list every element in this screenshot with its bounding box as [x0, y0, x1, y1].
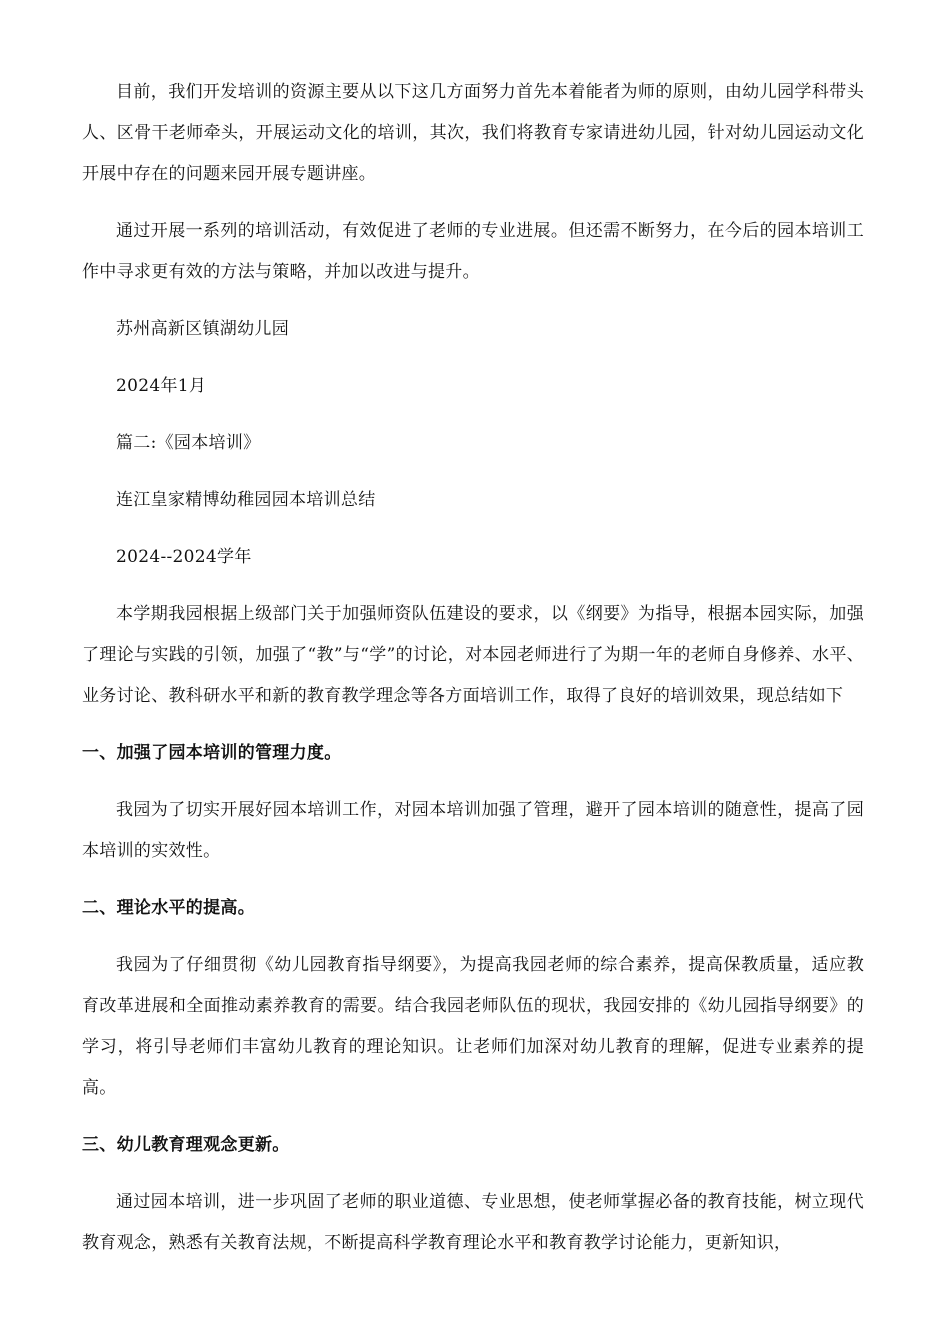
paragraph-intro-summary: 本学期我园根据上级部门关于加强师资队伍建设的要求，以《纲要》为指导，根据本园实际，加强了理论与实践的引领，加强了“教”与“学”的讨论，对本园老师进行了为期一年的老师自身修养、水平、业务讨论、教科研水平和新的教育教学理念等各方面培训工作，取得了良好的培训效果，现总结如下 — [82, 604, 864, 706]
heading-theory: 二、理论水平的提高。 — [82, 898, 255, 918]
heading-concept-update: 三、幼儿教育理观念更新。 — [82, 1135, 290, 1155]
heading-management: 一、加强了园本培训的管理力度。 — [82, 743, 342, 763]
document-page — [82, 72, 864, 1280]
paragraph-concept-update: 通过园本培训，进一步巩固了老师的职业道德、专业思想，使老师掌握必备的教育技能，树立现代教育观念，熟悉有关教育法规，不断提高科学教育理论水平和教育教学讨论能力，更新知识， — [82, 1192, 864, 1253]
paragraph-training-effect: 通过开展一系列的培训活动，有效促进了老师的专业进展。但还需不断努力，在今后的园本培训工作中寻求更有效的方法与策略，并加以改进与提升。 — [82, 221, 864, 282]
signature-kindergarten: 苏州高新区镇湖幼儿园 — [116, 319, 289, 339]
paragraph-resources: 目前，我们开发培训的资源主要从以下这几方面努力首先本着能者为师的原则，由幼儿园学科带头人、区骨干老师牵头，开展运动文化的培训，其次，我们将教育专家请进幼儿园，针对幼儿园运动文化开展中存在的问题来园开展专题讲座。 — [82, 82, 864, 184]
section-title-part-two: 篇二:《园本培训》 — [116, 433, 261, 453]
school-year: 2024--2024学年 — [116, 547, 252, 567]
signature-date: 2024年1月 — [116, 376, 207, 396]
paragraph-theory: 我园为了仔细贯彻《幼儿园教育指导纲要》，为提高我园老师的综合素养，提高保教质量，适应教育改革进展和全面推动素养教育的需要。结合我园老师队伍的现状，我园安排的《幼儿园指导纲要》的学习，将引导老师们丰富幼儿教育的理论知识。让老师们加深对幼儿教育的理解，促进专业素养的提高。 — [82, 955, 864, 1098]
summary-title: 连江皇家精博幼稚园园本培训总结 — [116, 490, 376, 510]
paragraph-management: 我园为了切实开展好园本培训工作，对园本培训加强了管理，避开了园本培训的随意性，提高了园本培训的实效性。 — [82, 800, 864, 861]
